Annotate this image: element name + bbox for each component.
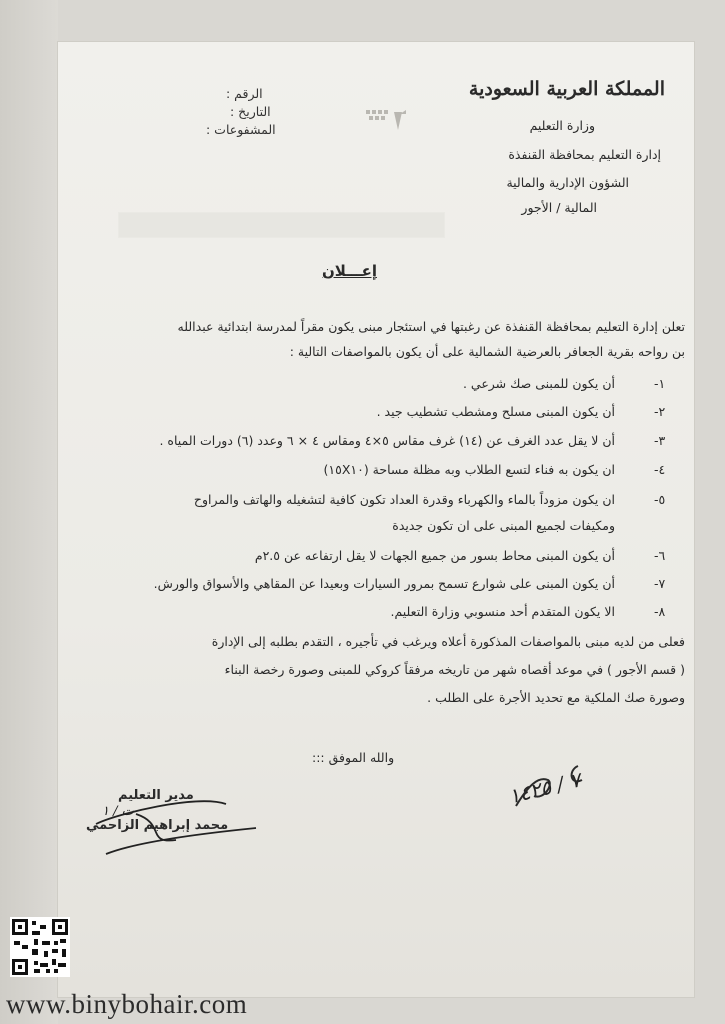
ministry-name: وزارة التعليم [529, 118, 595, 133]
signatory-name: محمد إبراهيم الزاحمي [86, 818, 229, 833]
valediction: والله الموفق ::: [312, 750, 395, 765]
date-label: التاريخ : [230, 104, 271, 119]
closing-line-2: ( قسم الأجور ) في موعد أقصاه شهر من تاريخه مرفقاً كروكي للمبنى وصورة رخصة البناء [224, 662, 685, 677]
qr-code-icon [10, 917, 70, 977]
condition-number: -٧ [654, 576, 666, 591]
condition-item: أن يكون المبنى مسلح ومشطب تشطيب جيد . [376, 404, 615, 419]
website-watermark: www.binybohair.com [6, 989, 248, 1019]
handwritten-mark-icon [508, 756, 598, 816]
signatory-title: مدير التعليم [118, 788, 194, 803]
condition-item: ان يكون مزوداً بالماء والكهرباء وقدرة العداد تكون كافية لتشغيله والهاتف والمراوح [193, 492, 615, 507]
handwritten-date: ٧ / ١٤٢٥ [506, 767, 583, 809]
affairs-name: الشؤون الإدارية والمالية [506, 175, 629, 190]
closing-line-3: وصورة صك الملكية مع تحديد الأجرة على الطلب . [427, 690, 685, 705]
signature-scribble-icon [76, 784, 266, 864]
section-name: المالية / الأجور [521, 200, 597, 215]
condition-number: -٣ [654, 433, 666, 448]
condition-number: -٦ [654, 548, 666, 563]
intro-line-1: تعلن إدارة التعليم بمحافظة القنفذة عن رغبتها في استئجار مبنى يكون مقراً لمدرسة ابتدائية عبدالله [177, 319, 685, 334]
attachments-label: المشفوعات : [206, 122, 276, 137]
condition-item: ان يكون به فناء لتسع الطلاب وبه مظلة مساحة (١٥X١٠) [323, 462, 615, 477]
signature-mark: ت / ١ [102, 804, 134, 819]
kingdom-heading: المملكة العربية السعودية [468, 78, 665, 100]
ministry-logo-icon [362, 104, 414, 144]
reference-field-box [118, 212, 445, 238]
condition-number: -٨ [654, 604, 666, 619]
condition-number: -١ [654, 376, 666, 391]
condition-item: أن يكون للمبنى صك شرعي . [462, 376, 615, 391]
condition-number: -٤ [654, 462, 666, 477]
condition-number: -٥ [654, 492, 666, 507]
closing-line-1: فعلى من لديه مبنى بالمواصفات المذكورة أعلاه ويرغب في تأجيره ، التقدم بطلبه إلى الإدارة [211, 634, 685, 649]
background-strip [0, 0, 58, 1024]
department-name: إدارة التعليم بمحافظة القنفذة [508, 147, 661, 162]
ref-number-label: الرقم : [226, 86, 263, 101]
condition-item: أن يكون المبنى على شوارع تسمح بمرور السيارات وبعيدا عن المقاهي والأسواق والورش. [153, 576, 615, 591]
intro-line-2: بن رواحه بقرية الجعافر بالعرضية الشمالية على أن يكون بالمواصفات التالية : [289, 344, 685, 359]
condition-item-continuation: ومكيفات لجميع المبنى على ان تكون جديدة [392, 518, 615, 533]
condition-number: -٢ [654, 404, 666, 419]
condition-item: الا يكون المتقدم أحد منسوبي وزارة التعليم. [390, 604, 615, 619]
condition-item: أن لا يقل عدد الغرف عن (١٤) غرف مقاس ٥×٤ ومقاس ٤ × ٦ وعدد (٦) دورات المياه . [159, 433, 615, 448]
announcement-title: إعـــلان [322, 262, 377, 280]
condition-item: أن يكون المبنى محاط بسور من جميع الجهات لا يقل ارتفاعه عن ٢.٥م [254, 548, 615, 563]
